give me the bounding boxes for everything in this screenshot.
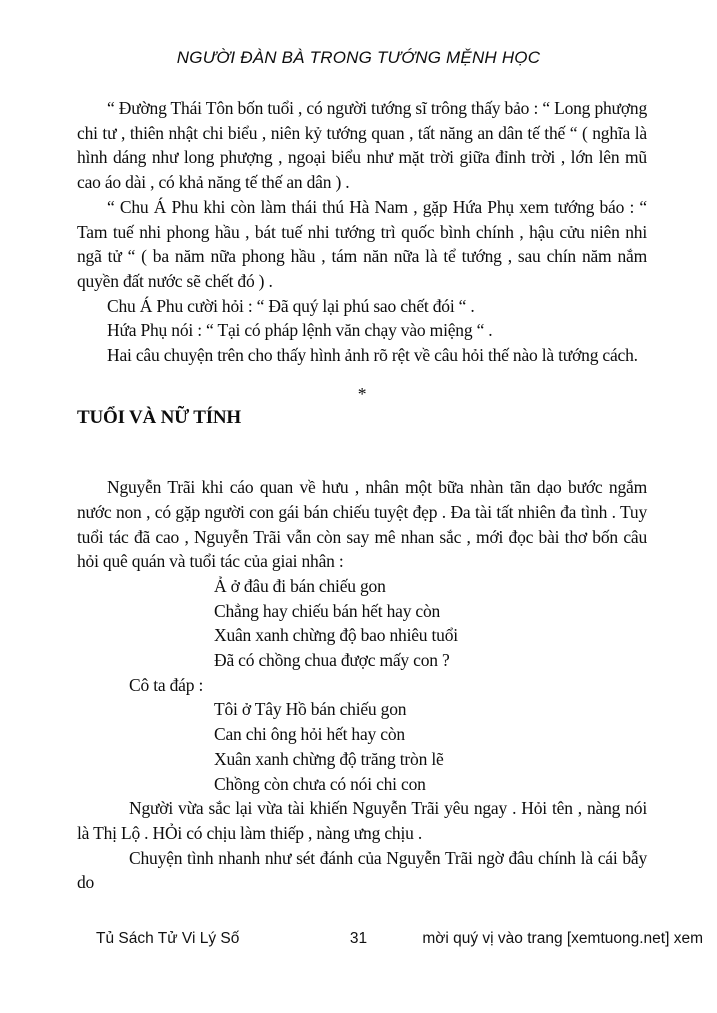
asterisk-separator: * [357, 383, 367, 404]
paragraph: Hứa Phụ nói : “ Tại có pháp lệnh văn chạy vào miệng “ . [107, 320, 493, 341]
paragraph: Nguyễn Trãi khi cáo quan về hưu , nhân một bữa nhàn tãn dạo bước ngắm nước non , có gặp người con gái bán chiếu tuyệt đẹp . Đa tài tất nhiên đa tình . Tuy tuổi tác đã cao , Nguyễn Trãi vẫn còn say mê nhan sắc , mới đọc bài thơ bốn câu hỏi quê quán và tuổi tác của giai nhân : [77, 477, 647, 572]
paragraph: Chuyện tình nhanh như sét đánh của Nguyễn Trãi ngờ đâu chính là cái bẫy do [77, 847, 647, 893]
paragraph: “ Chu Á Phu khi còn làm thái thú Hà Nam , gặp Hứa Phụ xem tướng báo : “ Tam tuế nhi phong hầu , bát tuế nhi tướng trì quốc bình chính , hậu cửu niên nhi ngã tử “ ( ba năm nữa phong hầu , tám năn nữa là tể tướng , sau chín năm nắm quyền đất nước sẽ chết đó ) . [77, 196, 647, 291]
poem-line: Can chi ông hỏi hết hay còn [214, 724, 405, 745]
paragraph: Hai câu chuyện trên cho thấy hình ảnh rõ rệt về câu hỏi thế nào là tướng cách. [107, 345, 638, 366]
poem-line: Xuân xanh chừng độ bao nhiêu tuổi [214, 625, 458, 646]
paragraph: Cô ta đáp : [129, 674, 204, 695]
poem-line: Ả ở đâu đi bán chiếu gon [214, 575, 386, 596]
running-header-title: NGƯỜI ĐÀN BÀ TRONG TƯỚNG MỆNH HỌC [176, 48, 541, 67]
poem-line: Xuân xanh chừng độ trăng tròn lẽ [214, 748, 444, 769]
paragraph: “ Đường Thái Tôn bốn tuổi , có người tướng sĩ trông thấy bảo : “ Long phượng chi tư , thiên nhật chi biểu , niên kỷ tướng quan , tất năng an dân tế thế “ ( nghĩa là hình dáng như long phượng , ngoại biểu như mặt trời giữa đỉnh trời , lớn lên mũ cao áo dài , có khả năng tế thế an dân ) . [77, 98, 647, 193]
footer-watermark-text: mời quý vị vào trang [xemtuong.net] xem [422, 930, 703, 947]
page-body [0, 96, 717, 895]
paragraph: Chu Á Phu cười hỏi : “ Đã quý lại phú sao chết đói “ . [107, 295, 475, 316]
section-heading: TUỔI VÀ NỮ TÍNH [77, 407, 241, 429]
poem-line: Tôi ở Tây Hồ bán chiếu gon [214, 699, 407, 720]
page-footer [0, 930, 717, 954]
poem-line: Chồng còn chưa có nói chi con [214, 773, 426, 794]
poem-line: Đã có chồng chua được mấy con ? [214, 650, 450, 671]
footer-series-title: Tủ Sách Tử Vi Lý Số [96, 930, 240, 947]
paragraph: Người vừa sắc lại vừa tài khiến Nguyễn Trãi yêu ngay . Hỏi tên , nàng nói là Thị Lộ . HỎi có chịu làm thiếp , nàng ưng chịu . [77, 798, 647, 843]
page-number: 31 [349, 930, 368, 947]
poem-line: Chẳng hay chiếu bán hết hay còn [214, 600, 441, 621]
